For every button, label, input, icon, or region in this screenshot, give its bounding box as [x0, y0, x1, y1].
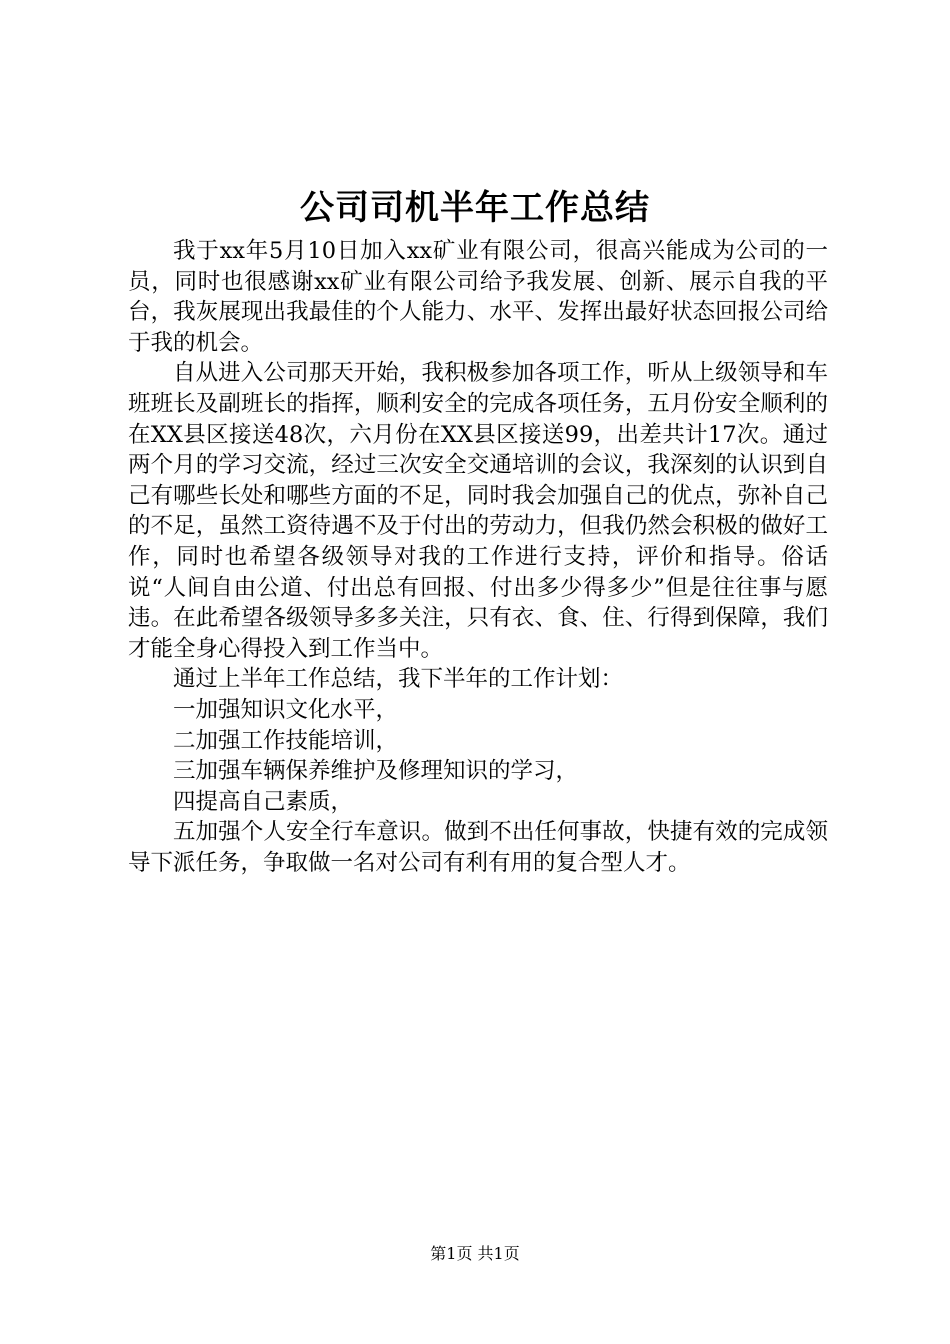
plan-item-1: 一加强知识文化水平， [173, 696, 399, 723]
plan-item-3: 三加强车辆保养维护及修理知识的学习， [173, 758, 579, 785]
paragraph-work-review: 自从进入公司那天开始，我积极参加各项工作，听从上级领导和车班班长及副班长的指挥，顺利安全的完成各项任务，五月份安全顺利的在XX县区接送48次，六月份在XX县区接送99，出差共计17次。通过两个月的学习交流，经过三次安全交通培训的会议，我深刻的认识到自己有哪些长处和哪些方面的不足，同时我会加强自己的优点，弥补自己的不足，虽然工资待遇不及于付出的劳动力，但我仍然会积极的做好工作，同时也希望各级领导对我的工作进行支持，评价和指导。俗话说“人间自由公道、付出总有回报、付出多少得多少”但是往往事与愿违。在此希望各级领导多多关注，只有衣、食、住、行得到保障，我们才能全身心得投入到工作当中。 [128, 360, 828, 662]
document-title: 公司司机半年工作总结 [300, 188, 650, 228]
plan-item-2: 二加强工作技能培训， [173, 727, 399, 754]
paragraph-plan-intro: 通过上半年工作总结，我下半年的工作计划： [173, 666, 624, 693]
plan-item-4: 四提高自己素质， [173, 788, 354, 815]
page-footer: 第1页 共1页 [430, 1244, 520, 1263]
paragraph-intro: 我于xx年5月10日加入xx矿业有限公司，很高兴能成为公司的一员，同时也很感谢xx矿业有限公司给予我发展、创新、展示自我的平台，我灰展现出我最佳的个人能力、水平、发挥出最好状态回报公司给于我的机会。 [128, 238, 828, 356]
document-body [128, 236, 828, 878]
plan-item-5: 五加强个人安全行车意识。做到不出任何事故，快捷有效的完成领导下派任务，争取做一名对公司有利有用的复合型人才。 [128, 819, 828, 876]
